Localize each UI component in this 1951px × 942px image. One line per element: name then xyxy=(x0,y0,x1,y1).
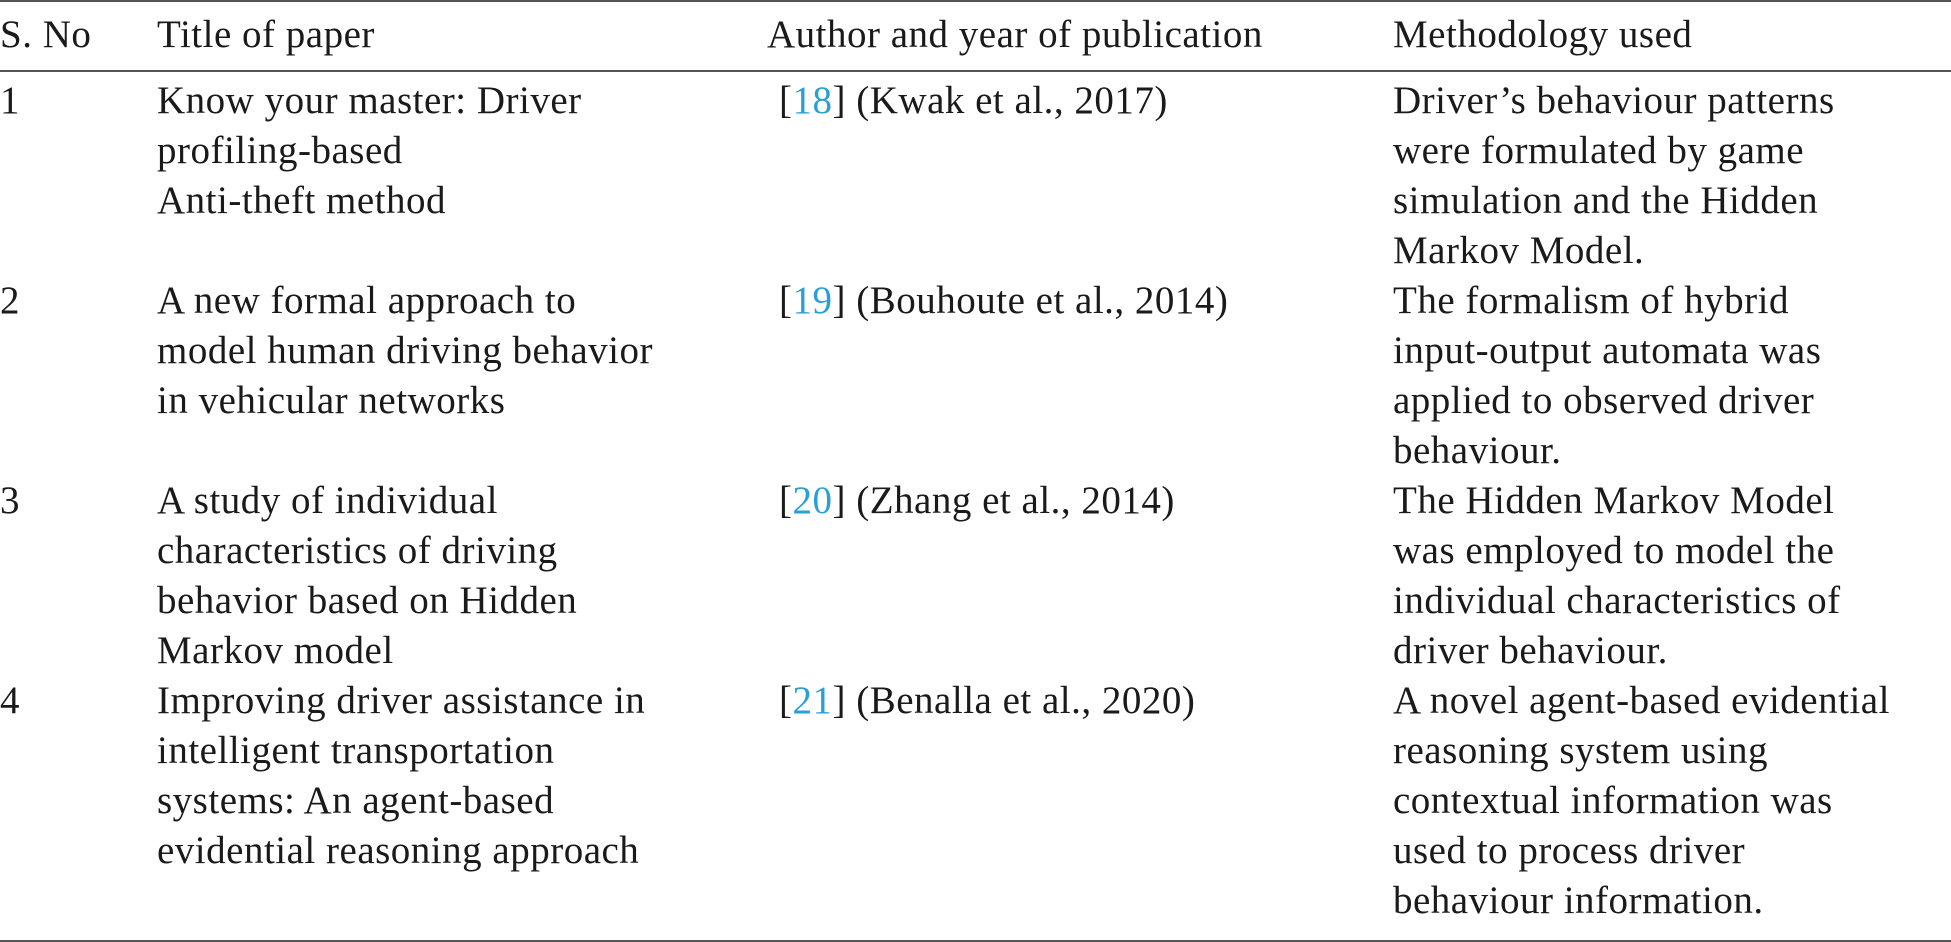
title-line: A study of individual xyxy=(157,479,498,522)
title-line: evidential reasoning approach xyxy=(157,829,640,872)
title-line: A new formal approach to xyxy=(157,279,577,322)
method-line: Driver’s behaviour patterns xyxy=(1393,79,1835,122)
title-line: Markov model xyxy=(157,629,394,672)
cell-author xyxy=(767,676,1393,926)
method-line: was employed to model the xyxy=(1393,529,1835,572)
author-line xyxy=(767,676,1393,726)
title-line: intelligent transportation xyxy=(157,729,555,772)
method-line: individual characteristics of xyxy=(1393,579,1841,622)
author-year: (Zhang et al., 2014) xyxy=(856,479,1175,522)
author-line xyxy=(767,276,1393,326)
method-line: simulation and the Hidden xyxy=(1393,179,1819,222)
header-sno: S. No xyxy=(0,13,92,56)
ref-bracket-open: [ xyxy=(779,279,793,322)
method-line: input-output automata was xyxy=(1393,329,1822,372)
reference-link[interactable]: 20 xyxy=(792,479,833,522)
cell-method xyxy=(1393,70,1951,276)
method-line: driver behaviour. xyxy=(1393,629,1668,672)
reference-link[interactable]: 21 xyxy=(792,679,833,722)
method-line: behaviour information. xyxy=(1393,879,1764,922)
method-line: applied to observed driver xyxy=(1393,379,1815,422)
table-row xyxy=(0,70,1951,276)
cell-sno: 2 xyxy=(0,279,20,322)
ref-bracket-open: [ xyxy=(779,479,793,522)
ref-bracket-close: ] xyxy=(832,479,857,522)
header-author: Author and year of publication xyxy=(767,13,1263,56)
header-method: Methodology used xyxy=(1393,13,1693,56)
cell-author xyxy=(767,476,1393,676)
cell-title xyxy=(157,276,767,476)
author-year: (Bouhoute et al., 2014) xyxy=(856,279,1229,322)
title-line: Improving driver assistance in xyxy=(157,679,646,722)
cell-author xyxy=(767,276,1393,476)
method-line: contextual information was xyxy=(1393,779,1833,822)
method-line: A novel agent-based evidential xyxy=(1393,679,1890,722)
cell-sno: 3 xyxy=(0,479,20,522)
title-line: Know your master: Driver xyxy=(157,79,582,122)
title-line: profiling-based xyxy=(157,129,403,172)
ref-bracket-close: ] xyxy=(832,279,857,322)
header-title: Title of paper xyxy=(157,13,375,56)
method-line: The formalism of hybrid xyxy=(1393,279,1789,322)
table-body xyxy=(0,70,1951,926)
cell-method xyxy=(1393,676,1951,926)
title-line: systems: An agent-based xyxy=(157,779,555,822)
table-header-row xyxy=(0,0,1951,70)
cell-title xyxy=(157,476,767,676)
ref-bracket-close: ] xyxy=(832,79,857,122)
author-line xyxy=(767,76,1393,126)
cell-method xyxy=(1393,276,1951,476)
method-line: were formulated by game xyxy=(1393,129,1805,172)
author-year: (Kwak et al., 2017) xyxy=(856,79,1168,122)
title-line: characteristics of driving xyxy=(157,529,558,572)
title-line: in vehicular networks xyxy=(157,379,506,422)
author-year: (Benalla et al., 2020) xyxy=(856,679,1196,722)
cell-method xyxy=(1393,476,1951,676)
table-row xyxy=(0,276,1951,476)
ref-bracket-open: [ xyxy=(779,79,793,122)
method-line: behaviour. xyxy=(1393,429,1562,472)
cell-title xyxy=(157,676,767,926)
table-row xyxy=(0,476,1951,676)
cell-sno: 1 xyxy=(0,79,20,122)
cell-title xyxy=(157,70,767,276)
ref-bracket-close: ] xyxy=(832,679,857,722)
title-line: model human driving behavior xyxy=(157,329,653,372)
reference-link[interactable]: 18 xyxy=(792,79,833,122)
ref-bracket-open: [ xyxy=(779,679,793,722)
method-line: reasoning system using xyxy=(1393,729,1768,772)
reference-link[interactable]: 19 xyxy=(792,279,833,322)
method-line: The Hidden Markov Model xyxy=(1393,479,1835,522)
cell-sno: 4 xyxy=(0,679,20,722)
title-line: behavior based on Hidden xyxy=(157,579,578,622)
title-line: Anti-theft method xyxy=(157,179,447,222)
author-line xyxy=(767,476,1393,526)
cell-author xyxy=(767,70,1393,276)
table-row xyxy=(0,676,1951,926)
method-line: used to process driver xyxy=(1393,829,1746,872)
method-line: Markov Model. xyxy=(1393,229,1645,272)
